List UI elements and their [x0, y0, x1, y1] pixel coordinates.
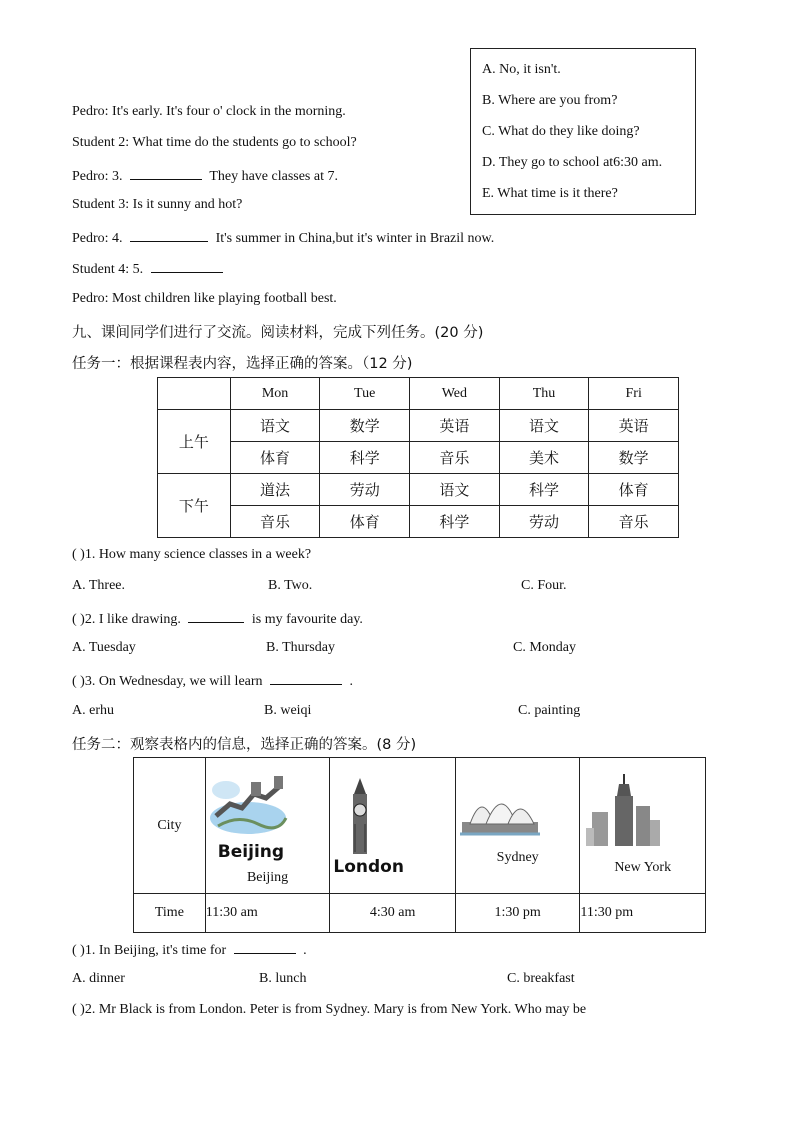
option-a: A. No, it isn't.: [482, 62, 561, 77]
dialogue-line-2: Student 2: What time do the students go to school?: [72, 135, 357, 150]
city-name-beijing: Beijing: [246, 870, 289, 885]
time-sydney: 1:30 pm: [455, 894, 580, 933]
dialogue-line-3-end: They have classes at 7.: [209, 169, 338, 184]
time-beijing: 11:30 am: [205, 894, 330, 933]
subject-cell: 数学: [589, 442, 679, 474]
question-3-blank[interactable]: [270, 671, 342, 685]
morning-label: 上午: [158, 410, 231, 474]
time-header: Time: [134, 894, 206, 933]
q2-option-a[interactable]: A. Tuesday: [72, 640, 136, 655]
day-header: Wed: [410, 378, 500, 410]
city-name-sydney: Sydney: [496, 850, 539, 865]
subject-cell: 语文: [410, 474, 500, 506]
great-wall-icon: [208, 768, 288, 836]
t2q1-option-c[interactable]: C. breakfast: [507, 971, 575, 986]
dialogue-line-7: Pedro: Most children like playing football best.: [72, 291, 337, 306]
subject-cell: 英语: [410, 410, 500, 442]
question-2-stem: [72, 609, 363, 628]
subject-cell: 劳动: [320, 474, 410, 506]
options-box: [470, 48, 696, 215]
day-header: Fri: [589, 378, 679, 410]
sydney-opera-house-icon: [460, 784, 540, 836]
schedule-corner: [158, 378, 231, 410]
city-time-table: [133, 757, 706, 933]
question-2-start: ( )2. I like drawing.: [72, 612, 181, 627]
q3-option-a[interactable]: A. erhu: [72, 703, 114, 718]
subject-cell: 音乐: [230, 506, 320, 538]
subject-cell: 劳动: [499, 506, 589, 538]
dialogue-line-1: Pedro: It's early. It's four o' clock in the morning.: [72, 104, 346, 119]
dialogue-line-3-start: Pedro: 3.: [72, 169, 123, 184]
dialogue-line-3: [72, 166, 338, 185]
dialogue-line-5: [72, 228, 494, 247]
question-3-start: ( )3. On Wednesday, we will learn: [72, 674, 263, 689]
city-cell-new-york: [580, 758, 706, 894]
section-9-title: 九、课间同学们进行了交流。阅读材料，完成下列任务。(20 分): [72, 325, 484, 341]
task-2-question-2-stem: ( )2. Mr Black is from London. Peter is from Sydney. Mary is from New York. Who may be: [72, 1002, 587, 1017]
afternoon-label: 下午: [158, 474, 231, 538]
task-2-title: 任务二：观察表格内的信息，选择正确的答案。(8 分): [72, 737, 417, 753]
question-2-blank[interactable]: [188, 609, 244, 623]
new-york-skyline-icon: [586, 772, 662, 846]
t2q1-option-a[interactable]: A. dinner: [72, 971, 125, 986]
q1-option-b[interactable]: B. Two.: [268, 578, 313, 593]
city-name-new-york: New York: [614, 860, 672, 875]
city-cell-london: [330, 758, 456, 894]
subject-cell: 语文: [499, 410, 589, 442]
dialogue-line-4: Student 3: Is it sunny and hot?: [72, 197, 243, 212]
day-header: Tue: [320, 378, 410, 410]
dialogue-line-5-start: Pedro: 4.: [72, 231, 123, 246]
subject-cell: 语文: [230, 410, 320, 442]
beijing-art-label: Beijing: [217, 842, 285, 862]
subject-cell: 英语: [589, 410, 679, 442]
time-new-york: 11:30 pm: [580, 894, 706, 933]
option-c: C. What do they like doing?: [482, 124, 640, 139]
big-ben-icon: [342, 776, 378, 856]
subject-cell: 道法: [230, 474, 320, 506]
london-art-label: London: [333, 857, 404, 877]
option-d: D. They go to school at6:30 am.: [482, 155, 663, 170]
subject-cell: 美术: [499, 442, 589, 474]
t2q1-option-b[interactable]: B. lunch: [259, 971, 307, 986]
q1-option-a[interactable]: A. Three.: [72, 578, 125, 593]
subject-cell: 科学: [320, 442, 410, 474]
schedule-table: [157, 377, 679, 538]
task-2-question-1-end: .: [303, 943, 307, 958]
city-cell-sydney: [455, 758, 580, 894]
task-2-question-1-stem: [72, 940, 307, 959]
city-cell-beijing: [205, 758, 330, 894]
q3-option-b[interactable]: B. weiqi: [264, 703, 312, 718]
dialogue-line-6-start: Student 4: 5.: [72, 262, 144, 277]
q2-option-b[interactable]: B. Thursday: [266, 640, 335, 655]
subject-cell: 科学: [410, 506, 500, 538]
question-3-stem: [72, 671, 353, 690]
subject-cell: 数学: [320, 410, 410, 442]
question-3-end: .: [349, 674, 354, 689]
subject-cell: 体育: [230, 442, 320, 474]
answer-blank-5[interactable]: [151, 259, 223, 273]
answer-blank-4[interactable]: [130, 228, 208, 242]
q2-option-c[interactable]: C. Monday: [513, 640, 576, 655]
task-1-title: 任务一：根据课程表内容，选择正确的答案。（12 分): [72, 356, 413, 372]
subject-cell: 音乐: [589, 506, 679, 538]
subject-cell: 音乐: [410, 442, 500, 474]
option-e: E. What time is it there?: [482, 186, 618, 201]
day-header: Thu: [499, 378, 589, 410]
question-1-stem: ( )1. How many science classes in a week?: [72, 547, 312, 562]
task-2-question-1-start: ( )1. In Beijing, it's time for: [72, 943, 227, 958]
time-london: 4:30 am: [330, 894, 456, 933]
day-header: Mon: [230, 378, 320, 410]
dialogue-line-5-end: It's summer in China,but it's winter in Brazil now.: [215, 231, 495, 246]
subject-cell: 科学: [499, 474, 589, 506]
subject-cell: 体育: [320, 506, 410, 538]
dialogue-line-6: [72, 259, 227, 278]
task-2-question-1-blank[interactable]: [234, 940, 296, 954]
city-header: City: [134, 758, 206, 894]
option-b: B. Where are you from?: [482, 93, 618, 108]
subject-cell: 体育: [589, 474, 679, 506]
q3-option-c[interactable]: C. painting: [518, 703, 581, 718]
question-2-end: is my favourite day.: [251, 612, 363, 627]
q1-option-c[interactable]: C. Four.: [521, 578, 567, 593]
answer-blank-3[interactable]: [130, 166, 202, 180]
